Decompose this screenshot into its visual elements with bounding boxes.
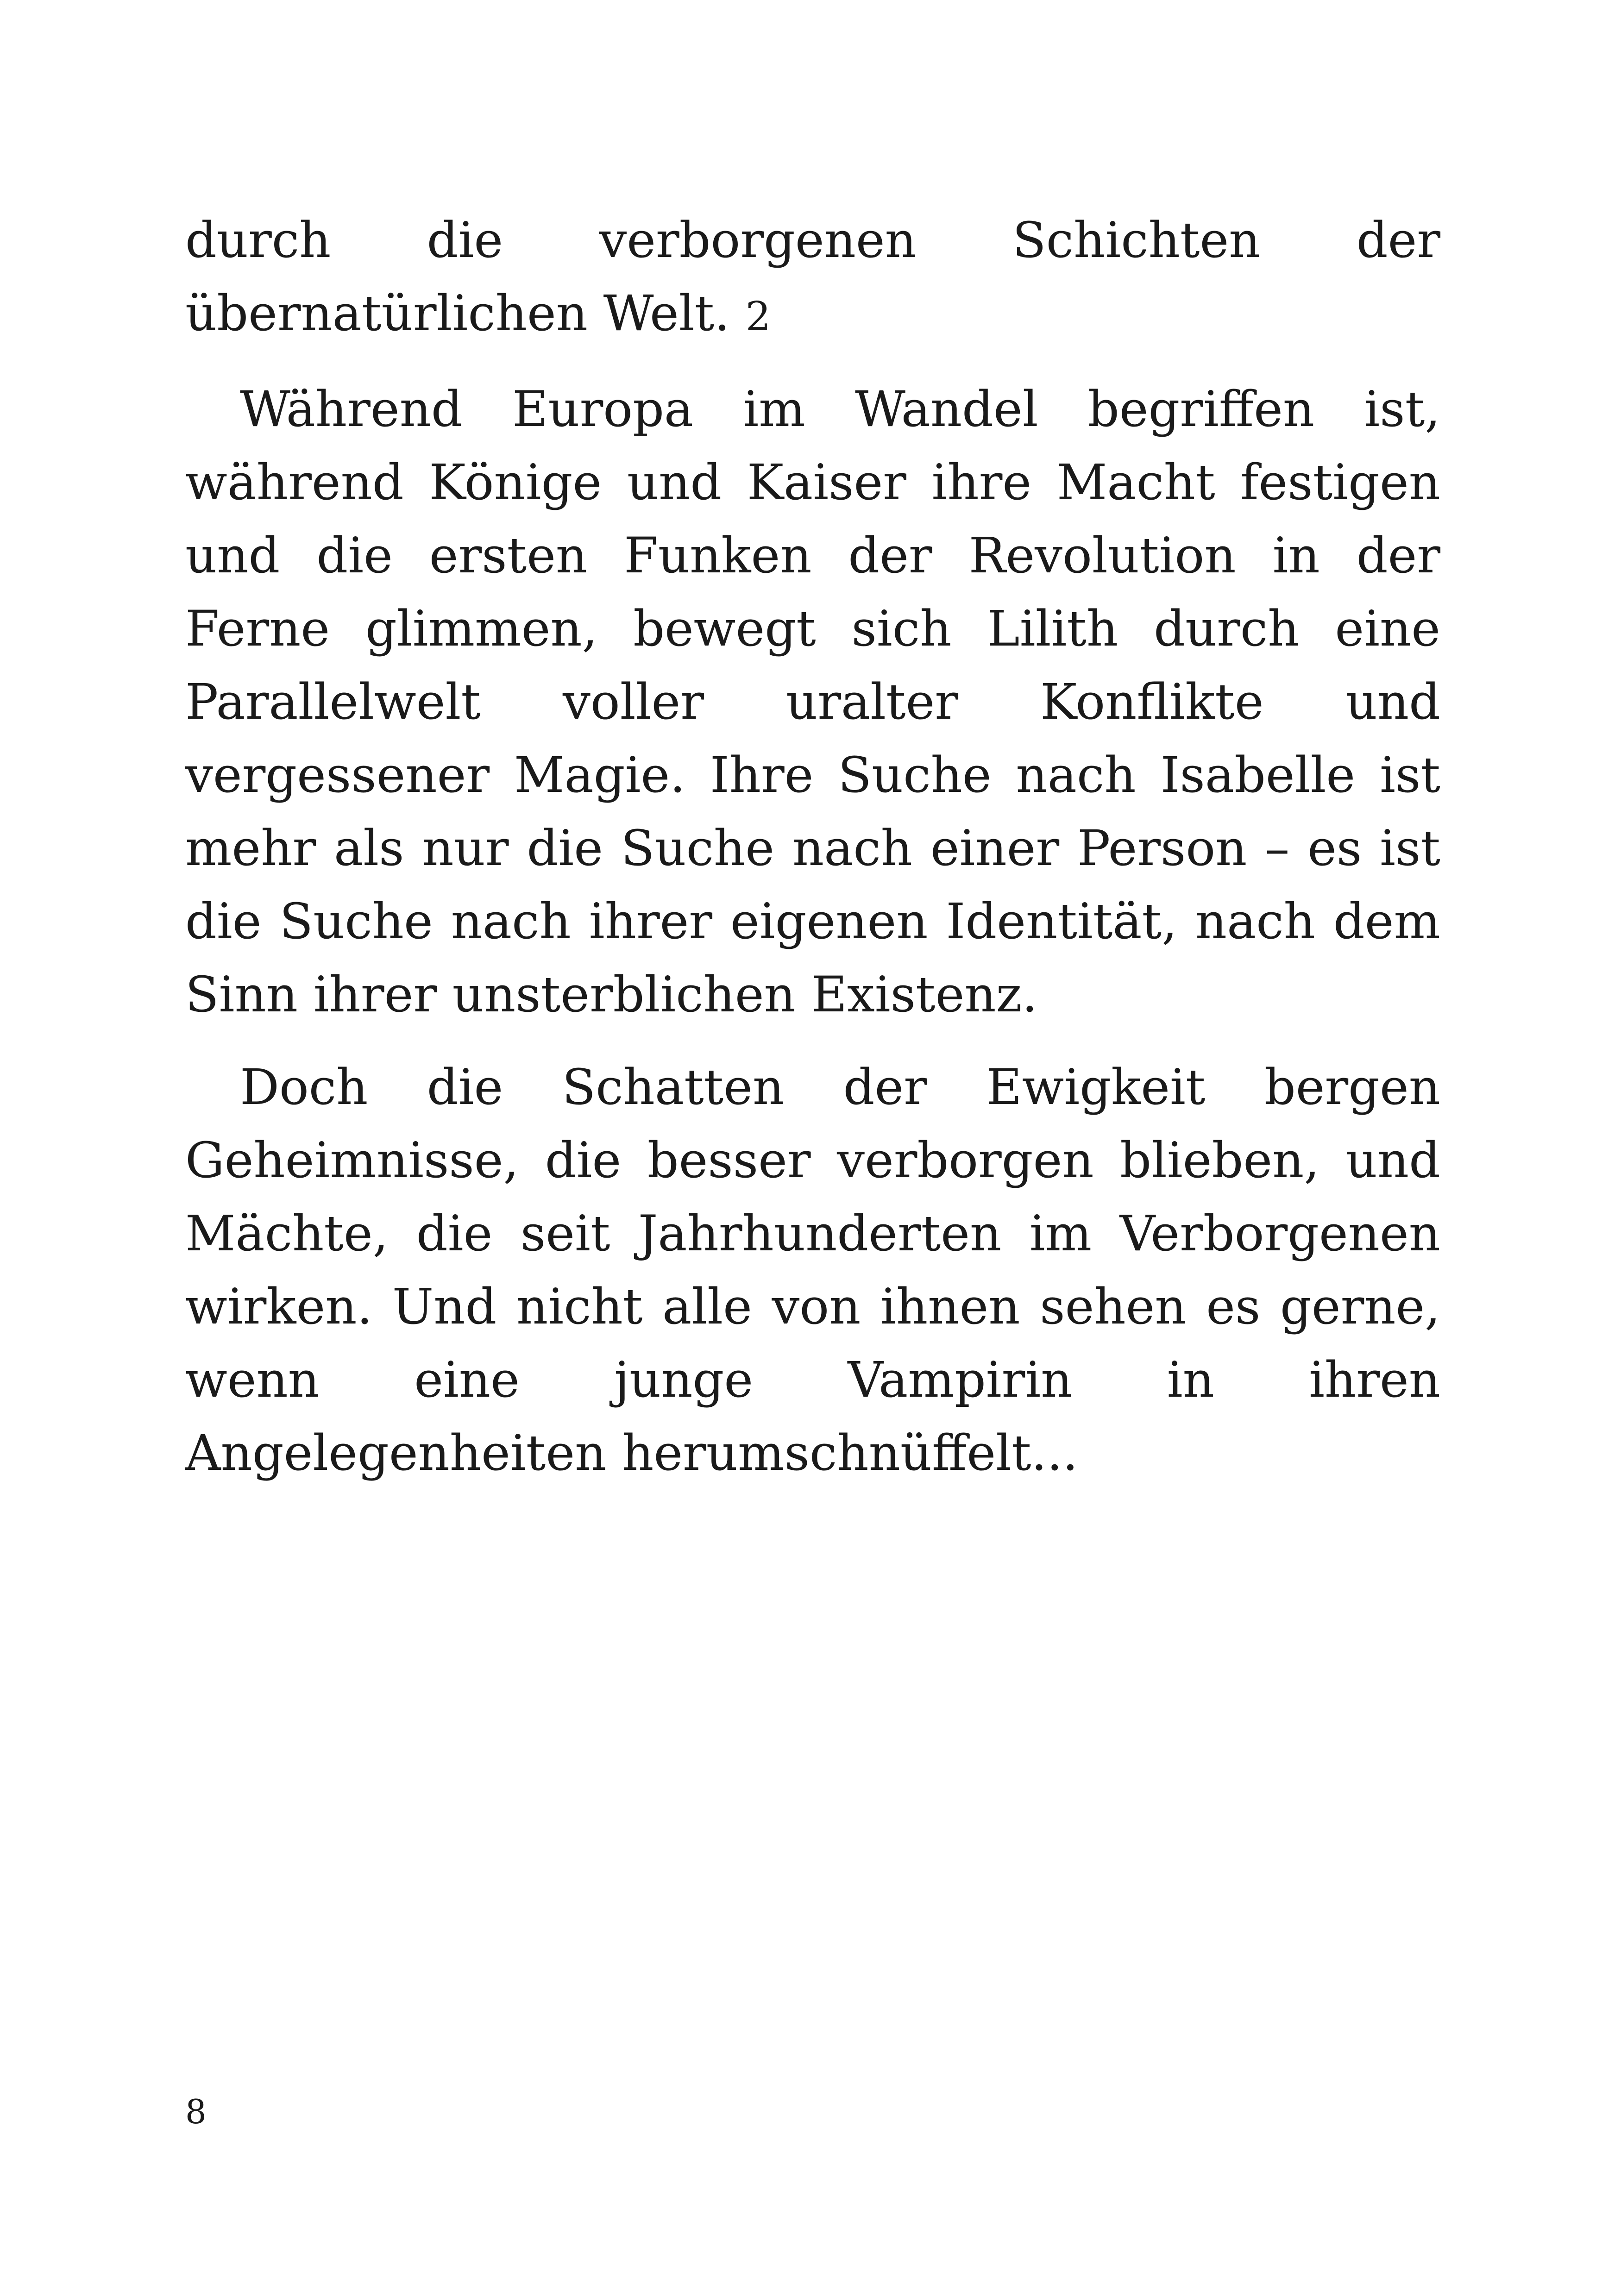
paragraph-3: Doch die Schatten der Ewigkeit bergen Geheimnisse, die besser verborgen blieben, und Mächte, die seit Jahrhunderten im Verborgenen wirken. Und nicht alle von ihnen sehen es gerne, wenn eine junge Vampirin in ihren Angelegenheiten herumschnüffelt... [185,1059,1440,1481]
paragraph-1-line-2: übernatürlichen Welt. [185,285,730,342]
footnote-reference[interactable]: 2 [745,294,771,340]
paragraph-1-line-1: durch die verborgenen Schichten der [185,212,1440,269]
paragraph-2: Während Europa im Wandel begriffen ist, während Könige und Kaiser ihre Macht festigen und die ersten Funken der Revolution in der Ferne glimmen, bewegt sich Lilith durch eine Parallelwelt voller uralter Konflikte und vergessener Magie. Ihre Suche nach Isabelle ist mehr als nur die Suche nach einer Person – es ist die Suche nach ihrer eigenen Identität, nach dem Sinn ihrer unsterblichen Existenz. [185,381,1440,1023]
paragraph-continuation [185,204,1440,353]
page-number: 8 [185,2092,207,2131]
body-text [185,204,1440,1490]
